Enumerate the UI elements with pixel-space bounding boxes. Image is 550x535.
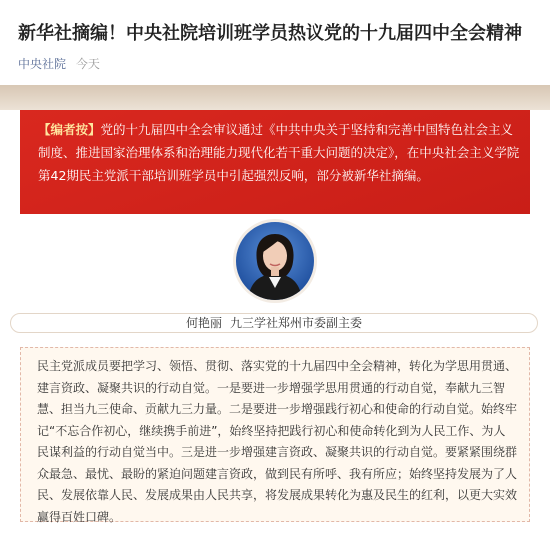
editor-note-lead: 【编者按】	[38, 122, 101, 137]
speaker-avatar	[236, 222, 314, 300]
account-name-link[interactable]: 中央社院	[18, 57, 67, 71]
speaker-name: 何艳丽	[185, 316, 222, 330]
speaker-portrait-image	[236, 222, 314, 300]
editor-note-text: 党的十九届四中全会审议通过《中共中央关于坚持和完善中国特色社会主义制度、推进国家治理体系和治理能力现代化若干重大问题的决定》，在中央社会主义学院第42期民主党派干部培训班学员中引起强烈反响，部分被新华社摘编。	[38, 122, 520, 183]
editor-note-box	[20, 110, 530, 214]
decorative-banner	[0, 85, 550, 110]
publish-date: 今天	[75, 57, 100, 71]
article-title: 新华社摘编！中央社院培训班学员热议党的十九届四中全会精神	[18, 23, 522, 44]
speech-content-box	[20, 347, 530, 522]
article-meta	[18, 56, 100, 72]
speaker-name-bar	[10, 313, 538, 333]
speaker-title: 九三学社郑州市委副主委	[230, 316, 363, 330]
speech-content-text: 民主党派成员要把学习、领悟、贯彻、落实党的十九届四中全会精神，转化为学思用贯通、建言资政、凝聚共识的行动自觉。一是要进一步增强学思用贯通的行动自觉，奉献九三智慧、担当九三使命、贡献九三力量。二是要进一步增强践行初心和使命的行动自觉。始终牢记“不忘合作初心，继续携手前进”，始终坚持把践行初心和使命转化到为人民工作、为人民谋利益的行动自觉当中。三是进一步增强建言资政、凝聚共识的行动自觉。要紧紧围绕群众最急、最忧、最盼的紧迫问题建言资政，做到民有所呼、我有所应；始终坚持发展为了人民、发展依靠人民、发展成果由人民共享，将发展成果转化为惠及民生的红利，以更大实效赢得百姓口碑。	[37, 359, 518, 524]
